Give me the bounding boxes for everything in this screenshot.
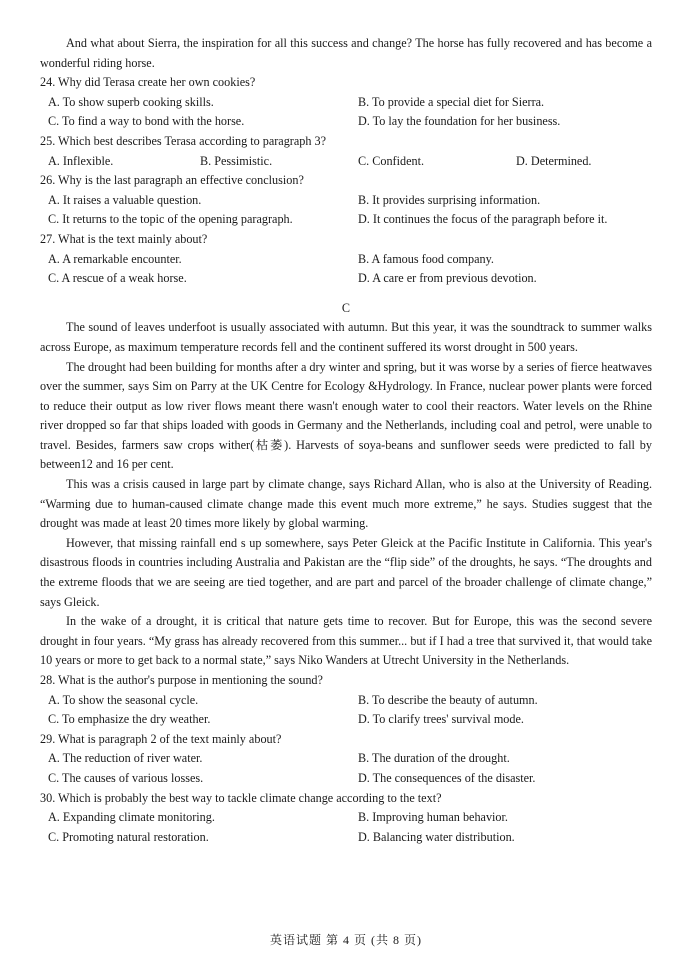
- option-b[interactable]: B. To describe the beauty of autumn.: [358, 692, 538, 707]
- question-24: [40, 73, 652, 132]
- option-d[interactable]: D. It continues the focus of the paragraph before it.: [358, 212, 608, 227]
- options-row: [40, 828, 652, 848]
- option-a[interactable]: A. A remarkable encounter.: [48, 251, 182, 266]
- option-a[interactable]: A. Inflexible.: [48, 153, 114, 168]
- option-c[interactable]: C. Confident.: [358, 153, 425, 168]
- options-row: [40, 112, 652, 132]
- options-row: [40, 152, 652, 172]
- passage-c-paragraph-5: In the wake of a drought, it is critical that nature gets time to recover. But for Europe, this was the second severe drought in four years. “My grass has already recovered from this summer... but if I had a tree that survived it, that would take 10 years or more to get back to a normal state,” says Niko Wanders at Utrecht University in the Netherlands.: [40, 614, 652, 668]
- option-b[interactable]: B. The duration of the drought.: [358, 751, 510, 766]
- option-d[interactable]: D. Balancing water distribution.: [358, 829, 515, 844]
- option-b[interactable]: B. A famous food company.: [358, 251, 494, 266]
- question-stem: 29. What is paragraph 2 of the text mainly about?: [40, 731, 282, 746]
- options-row: [40, 808, 652, 828]
- option-b[interactable]: B. Improving human behavior.: [358, 810, 508, 825]
- options-row: [40, 749, 652, 769]
- option-b[interactable]: B. It provides surprising information.: [358, 192, 541, 207]
- question-25: [40, 132, 652, 171]
- option-d[interactable]: D. Determined.: [516, 153, 592, 168]
- passage-c-paragraph-3: This was a crisis caused in large part by climate change, says Richard Allan, who is also at the University of Reading. “Warming due to human-caused climate change made this event much more extreme,” he says. Studies suggest that the drought was made at least 20 times more likely by global warming.: [40, 477, 652, 531]
- question-stem: 24. Why did Terasa create her own cookies?: [40, 75, 256, 90]
- question-26: [40, 171, 652, 230]
- option-d[interactable]: D. A care er from previous devotion.: [358, 271, 537, 286]
- passage-c-paragraph-1: The sound of leaves underfoot is usually associated with autumn. But this year, it was the soundtrack to summer walks across Europe, as maximum temperature records fell and the continent suffered its worst drought in 500 years.: [40, 320, 652, 354]
- options-row: [40, 191, 652, 211]
- question-30: [40, 789, 652, 848]
- passage-b-closing-paragraph: And what about Sierra, the inspiration for all this success and change? The horse has fully recovered and has become a wonderful riding horse.: [40, 36, 652, 70]
- option-a[interactable]: A. To show the seasonal cycle.: [48, 692, 199, 707]
- option-c[interactable]: C. A rescue of a weak horse.: [48, 271, 187, 286]
- option-c[interactable]: C. To find a way to bond with the horse.: [48, 114, 245, 129]
- section-heading: C: [341, 300, 351, 315]
- options-row: [40, 769, 652, 789]
- question-stem: 28. What is the author's purpose in mentioning the sound?: [40, 673, 323, 687]
- option-a[interactable]: A. To show superb cooking skills.: [48, 94, 214, 109]
- passage-c-paragraph-2: The drought had been building for months after a dry winter and spring, but it was worse by a series of fierce heatwaves over the summer, says Sim on Parry at the UK Centre for Ecology &Hydrology. In France, nuclear power plants were forced to reduce their output as low river flows meant there wasn't enough water to cool their reactors. Water levels on the Rhine river dropped so far that ships loaded with goods in Germany and the Netherlands, including coal and petrol, were unable to travel. Besides, farmers saw crops wither(枯萎). Harvests of soya-beans and sunflower seeds were predicted to fall by between12 and 16 per cent.: [40, 359, 652, 472]
- option-c[interactable]: C. The causes of various losses.: [48, 770, 204, 785]
- option-a[interactable]: A. Expanding climate monitoring.: [48, 810, 215, 825]
- options-row: [40, 691, 652, 711]
- option-b[interactable]: B. To provide a special diet for Sierra.: [358, 94, 545, 109]
- option-d[interactable]: D. To lay the foundation for her business.: [358, 114, 561, 129]
- options-row: [40, 210, 652, 230]
- options-row: [40, 250, 652, 270]
- question-stem: 26. Why is the last paragraph an effective conclusion?: [40, 173, 304, 188]
- option-d[interactable]: D. The consequences of the disaster.: [358, 770, 536, 785]
- option-a[interactable]: A. It raises a valuable question.: [48, 192, 202, 207]
- options-row: [40, 269, 652, 289]
- question-stem: 30. Which is probably the best way to tackle climate change according to the text?: [40, 790, 442, 805]
- option-d[interactable]: D. To clarify trees' survival mode.: [358, 712, 524, 727]
- option-c[interactable]: C. Promoting natural restoration.: [48, 829, 209, 844]
- options-row: [40, 93, 652, 113]
- option-b[interactable]: B. Pessimistic.: [200, 153, 273, 168]
- passage-c-paragraph-4: However, that missing rainfall end s up somewhere, says Peter Gleick at the Pacific Institute in California. This year's disastrous floods in countries including Australia and Pakistan are the “flip side” of the droughts, he says. “The droughts and the extreme floods that we are seeing are tied together, and are part and parcel of the broader challenge of climate change,” says Gleick.: [40, 535, 652, 609]
- question-27: [40, 230, 652, 289]
- page-footer: 英语试题 第 4 页 (共 8 页): [270, 933, 422, 947]
- question-29: [40, 730, 652, 789]
- option-c[interactable]: C. To emphasize the dry weather.: [48, 712, 211, 727]
- option-a[interactable]: A. The reduction of river water.: [48, 751, 203, 766]
- option-c[interactable]: C. It returns to the topic of the opening paragraph.: [48, 212, 293, 227]
- question-stem: 25. Which best describes Terasa according to paragraph 3?: [40, 133, 327, 148]
- question-stem: 27. What is the text mainly about?: [40, 231, 208, 246]
- options-row: [40, 710, 652, 730]
- question-28: [40, 671, 652, 730]
